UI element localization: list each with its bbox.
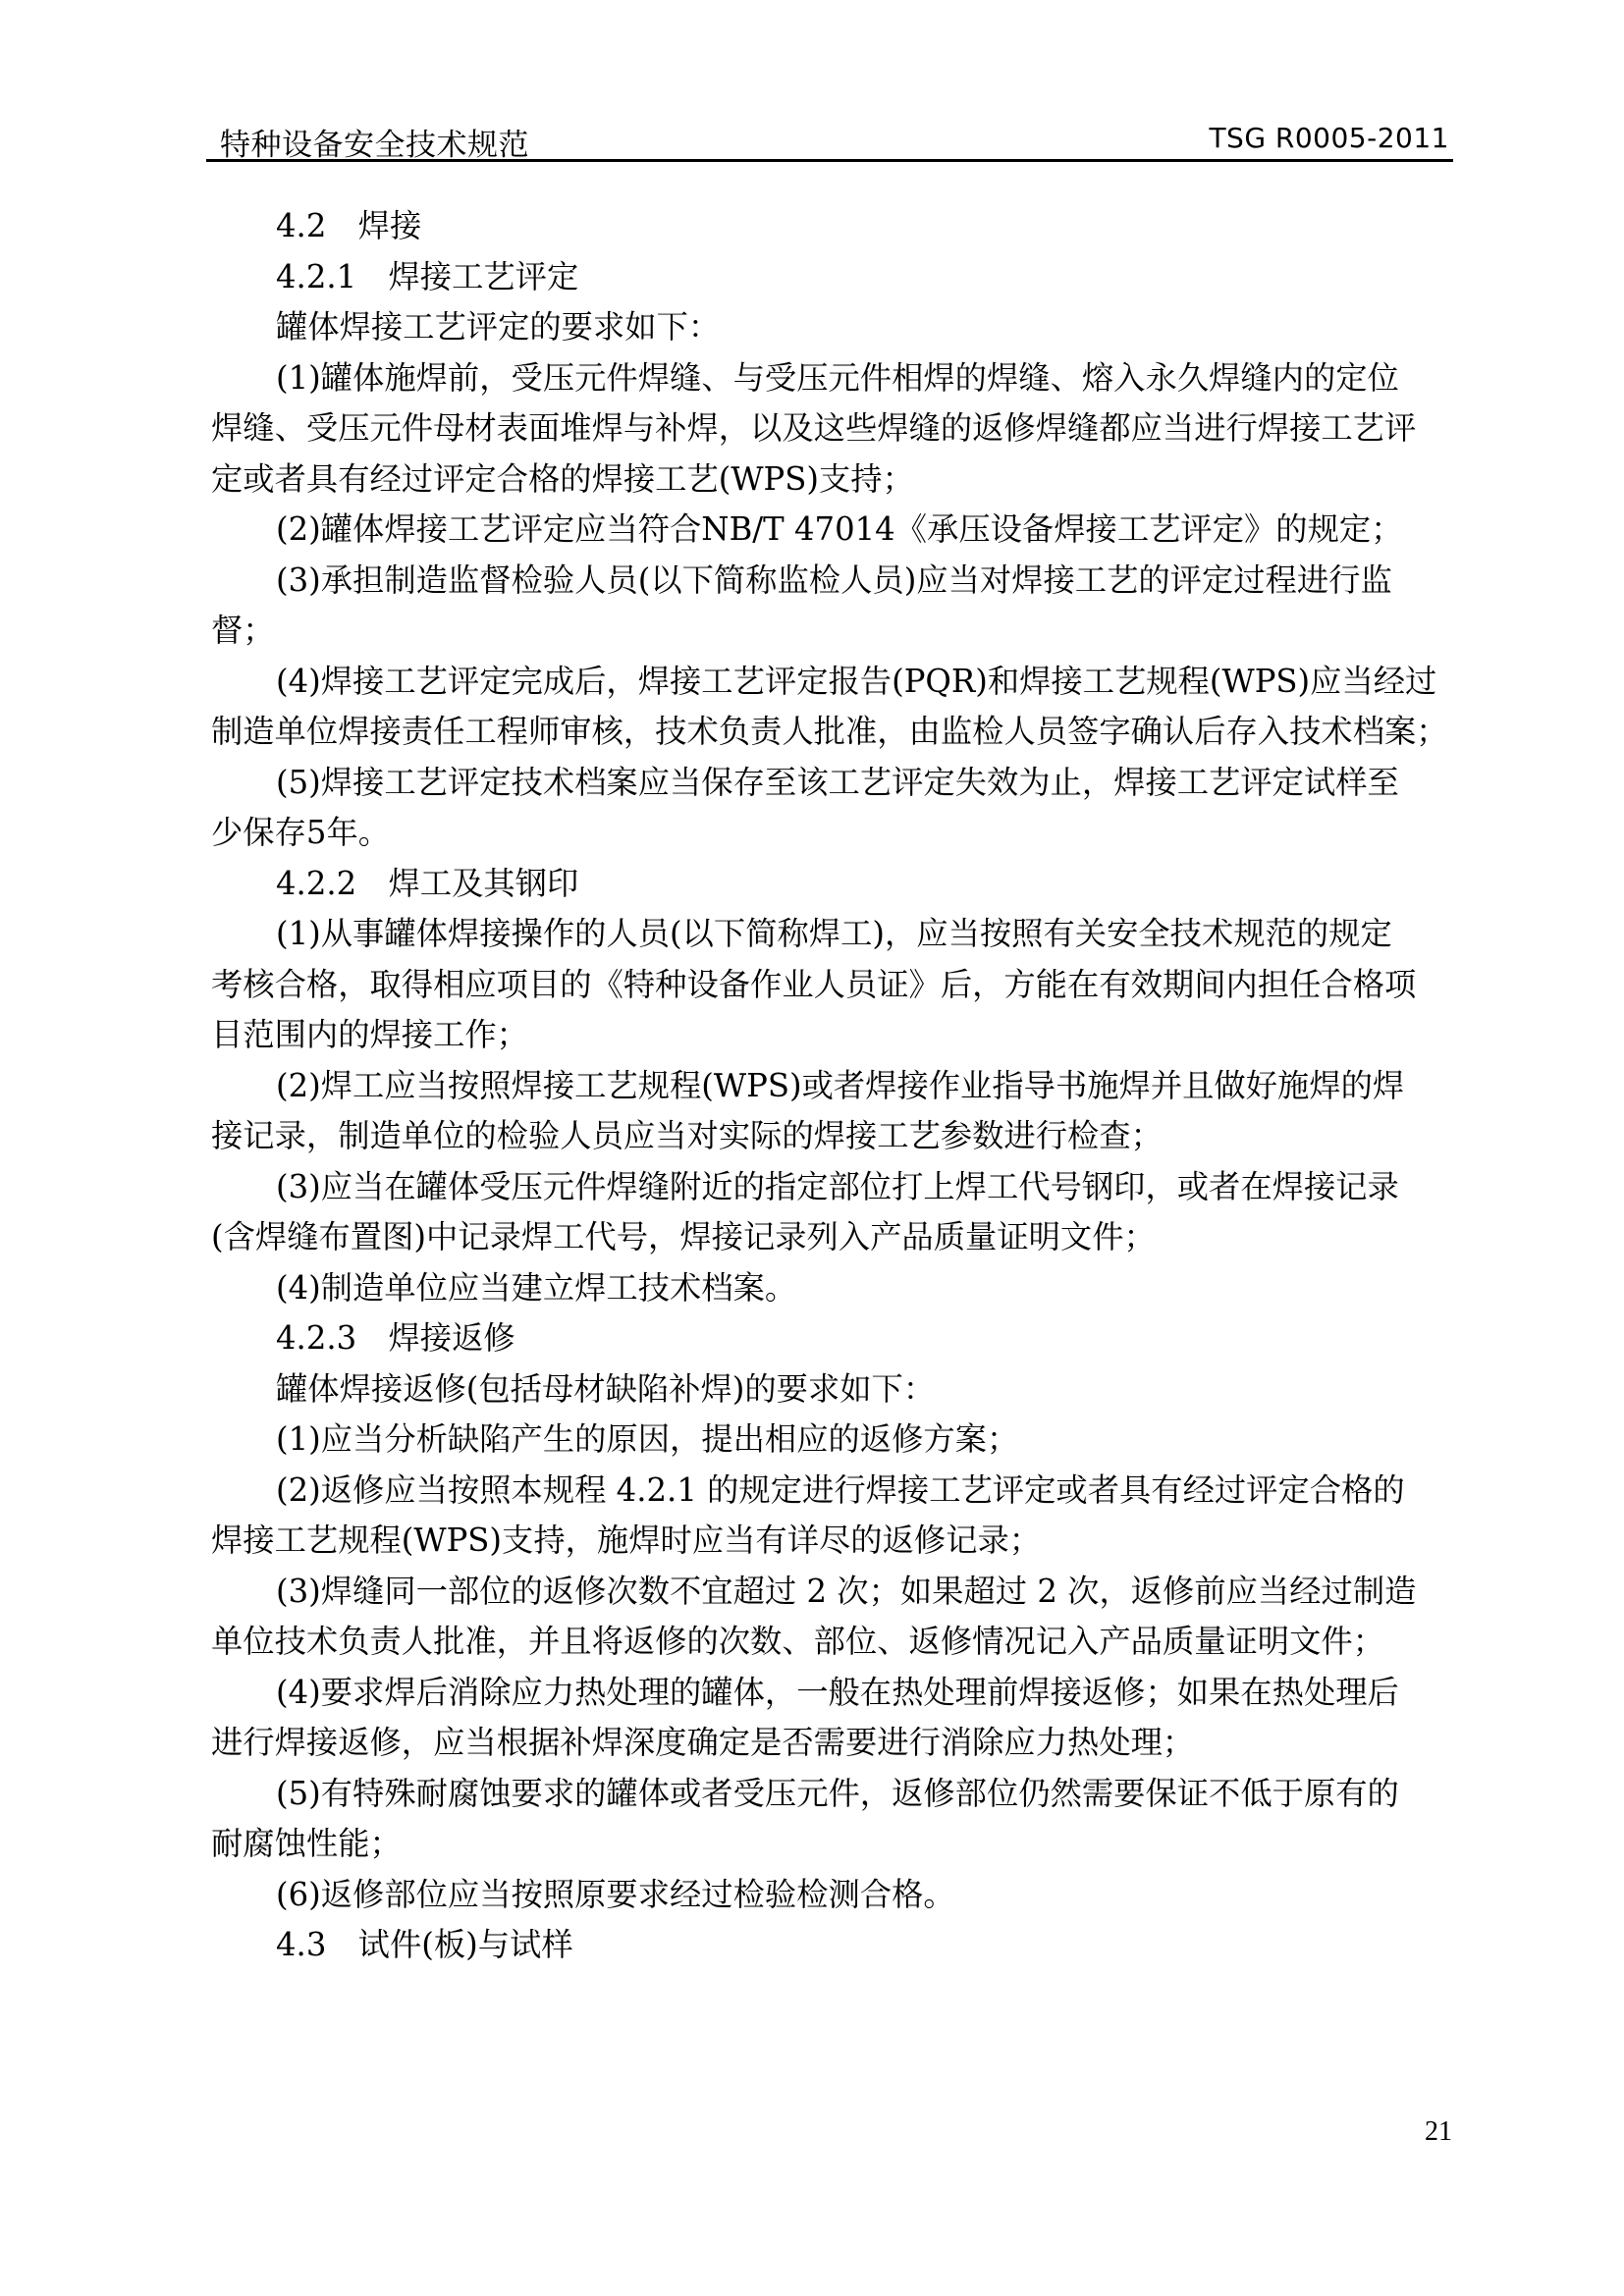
text-line: (2)焊工应当按照焊接工艺规程(WPS)或者焊接作业指导书施焊并且做好施焊的焊	[276, 1066, 1405, 1104]
text-line: 进行焊接返修，应当根据补焊深度确定是否需要进行消除应力热处理；	[211, 1724, 1195, 1761]
header-title: 特种设备安全技术规范	[220, 128, 529, 163]
text-line: 少保存5年。	[211, 814, 391, 851]
text-line: 接记录，制造单位的检验人员应当对实际的焊接工艺参数进行检查；	[211, 1117, 1163, 1154]
text-line: (4)焊接工艺评定完成后，焊接工艺评定报告(PQR)和焊接工艺规程(WPS)应当经过	[276, 662, 1437, 700]
text-line: (5)焊接工艺评定技术档案应当保存至该工艺评定失效为止，焊接工艺评定试样至	[276, 763, 1399, 801]
text-line: 考核合格，取得相应项目的《特种设备作业人员证》后，方能在有效期间内担任合格项	[211, 965, 1417, 1003]
text-line: (2)罐体焊接工艺评定应当符合NB/T 47014《承压设备焊接工艺评定》的规定；	[276, 510, 1403, 548]
page-header	[206, 116, 1453, 162]
text-line: 耐腐蚀性能；	[211, 1825, 402, 1862]
text-line: 罐体焊接返修(包括母材缺陷补焊)的要求如下：	[276, 1369, 936, 1408]
text-line: (4)要求焊后消除应力热处理的罐体，一般在热处理前焊接返修；如果在热处理后	[276, 1673, 1399, 1711]
text-line: (3)承担制造监督检验人员(以下简称监检人员)应当对焊接工艺的评定过程进行监	[276, 561, 1392, 599]
text-line: (含焊缝布置图)中记录焊工代号，焊接记录列入产品质量证明文件；	[211, 1218, 1156, 1255]
text-line: 4.3 试件(板)与试样	[276, 1926, 573, 1963]
text-line: 4.2.2 焊工及其钢印	[276, 864, 579, 902]
page-number: 21	[1425, 2116, 1452, 2147]
text-line: 定或者具有经过评定合格的焊接工艺(WPS)支持；	[211, 459, 914, 498]
text-line: 督；	[211, 612, 275, 649]
text-line: 4.2.3 焊接返修	[276, 1319, 515, 1357]
text-line: (3)焊缝同一部位的返修次数不宜超过 2 次；如果超过 2 次，返修前应当经过制造	[276, 1572, 1417, 1610]
text-line: (4)制造单位应当建立焊工技术档案。	[276, 1268, 797, 1307]
text-line: (3)应当在罐体受压元件焊缝附近的指定部位打上焊工代号钢印，或者在焊接记录	[276, 1167, 1399, 1205]
text-line: 目范围内的焊接工作；	[211, 1016, 528, 1053]
text-line: 4.2.1 焊接工艺评定	[276, 257, 579, 295]
document-body	[211, 201, 1450, 1971]
text-line: (6)返修部位应当按照原要求经过检验检测合格。	[276, 1875, 955, 1913]
text-line: 焊接工艺规程(WPS)支持，施焊时应当有详尽的返修记录；	[211, 1522, 1042, 1559]
text-line: 焊缝、受压元件母材表面堆焊与补焊，以及这些焊缝的返修焊缝都应当进行焊接工艺评	[211, 409, 1417, 447]
text-line: (1)罐体施焊前，受压元件焊缝、与受压元件相焊的焊缝、熔入永久焊缝内的定位	[276, 358, 1399, 397]
text-line: 单位技术负责人批准，并且将返修的次数、部位、返修情况记入产品质量证明文件；	[211, 1623, 1384, 1660]
text-line: (2)返修应当按照本规程 4.2.1 的规定进行焊接工艺评定或者具有经过评定合格的	[276, 1470, 1405, 1509]
text-line: (1)应当分析缺陷产生的原因，提出相应的返修方案；	[276, 1420, 1019, 1458]
text-line: (5)有特殊耐腐蚀要求的罐体或者受压元件，返修部位仍然需要保证不低于原有的	[276, 1774, 1399, 1812]
text-line: 4.2 焊接	[276, 207, 422, 244]
text-line: 制造单位焊接责任工程师审核，技术负责人批准，由监检人员签字确认后存入技术档案；	[211, 713, 1448, 750]
text-line: 罐体焊接工艺评定的要求如下：	[276, 308, 721, 346]
header-standard-code: TSG R0005-2011	[1209, 122, 1449, 154]
text-line: (1)从事罐体焊接操作的人员(以下简称焊工)，应当按照有关安全技术规范的规定	[276, 915, 1392, 952]
